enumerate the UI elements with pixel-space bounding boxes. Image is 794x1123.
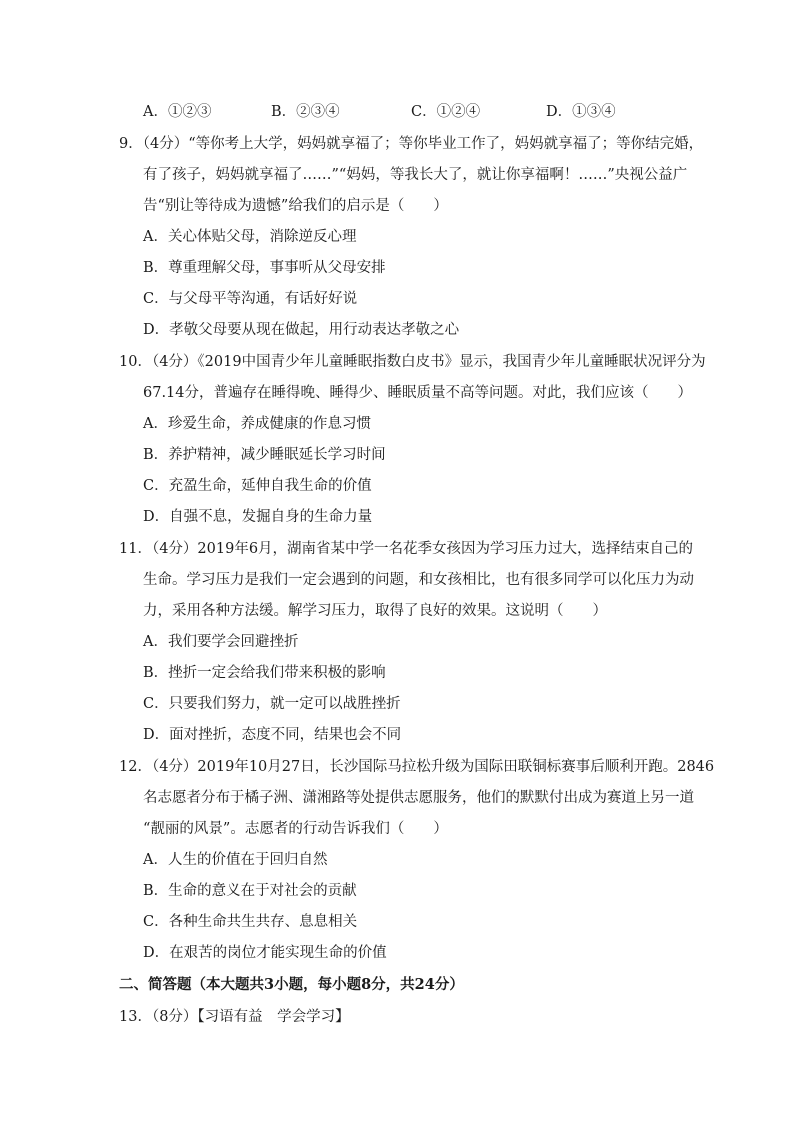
q11-stem-line-1: 11．（4分）2019年6月，湖南省某中学一名花季女孩因为学习压力过大，选择结束自己的 [119,541,694,557]
q13-stem: 13．（8分）【习语有益 学会学习】 [119,1009,350,1025]
q9-stem-line-1: 9．（4分）“等你考上大学，妈妈就享福了；等你毕业工作了，妈妈就享福了；等你结完婚， [119,136,704,152]
q12-option-c: C．各种生命共生共存、息息相关 [143,914,358,930]
q9-stem-line-3: 告“别让等待成为遗憾”给我们的启示是（ ） [143,198,448,214]
q11-option-a: A．我们要学会回避挫折 [143,634,299,650]
q11-option-b: B．挫折一定会给我们带来积极的影响 [143,665,386,681]
q9-option-a: A．关心体贴父母，消除逆反心理 [143,229,357,245]
q8-option-c: C．①②④ [411,104,481,120]
q10-stem-line-2: 67.14分，普遍存在睡得晚、睡得少、睡眠质量不高等问题。对此，我们应该（ ） [143,385,693,401]
q11-stem-line-2: 生命。学习压力是我们一定会遇到的问题，和女孩相比，也有很多同学可以化压力为动 [143,572,694,588]
q9-option-b: B．尊重理解父母，事事听从父母安排 [143,260,386,276]
q10-option-c: C．充盈生命，延伸自我生命的价值 [143,478,372,494]
q11-option-d: D．面对挫折，态度不同，结果也会不同 [143,727,402,743]
q12-stem-line-3: “靓丽的风景”。志愿者的行动告诉我们（ ） [143,821,448,837]
q8-option-a: A．①②③ [143,104,212,120]
q12-stem-line-2: 名志愿者分布于橘子洲、潇湘路等处提供志愿服务，他们的默默付出成为赛道上另一道 [143,790,694,806]
q10-option-b: B．养护精神，减少睡眠延长学习时间 [143,447,386,463]
q12-option-a: A．人生的价值在于回归自然 [143,852,328,868]
q12-option-d: D．在艰苦的岗位才能实现生命的价值 [143,945,387,961]
section-2-heading: 二、简答题（本大题共3小题，每小题8分，共24分） [119,976,464,993]
q10-option-a: A．珍爱生命，养成健康的作息习惯 [143,416,371,432]
q10-stem-line-1: 10．（4分）《2019中国青少年儿童睡眠指数白皮书》显示，我国青少年儿童睡眠状况评分为 [119,354,706,370]
q10-option-d: D．自强不息，发掘自身的生命力量 [143,509,373,525]
q9-stem-line-2: 有了孩子，妈妈就享福了……”“妈妈，等我长大了，就让你享福啊！……”央视公益广 [143,167,688,183]
q11-option-c: C．只要我们努力，就一定可以战胜挫折 [143,696,401,712]
q11-stem-line-3: 力，采用各种方法缓。解学习压力，取得了良好的效果。这说明（ ） [143,603,607,619]
q9-option-c: C．与父母平等沟通，有话好好说 [143,291,358,307]
q8-option-d: D．①③④ [546,104,616,120]
q8-option-b: B．②③④ [271,104,340,120]
q12-option-b: B．生命的意义在于对社会的贡献 [143,883,357,899]
q9-option-d: D．孝敬父母要从现在做起，用行动表达孝敬之心 [143,322,460,338]
q12-stem-line-1: 12．（4分）2019年10月27日，长沙国际马拉松升级为国际田联铜标赛事后顺利开跑。2846 [119,759,715,775]
